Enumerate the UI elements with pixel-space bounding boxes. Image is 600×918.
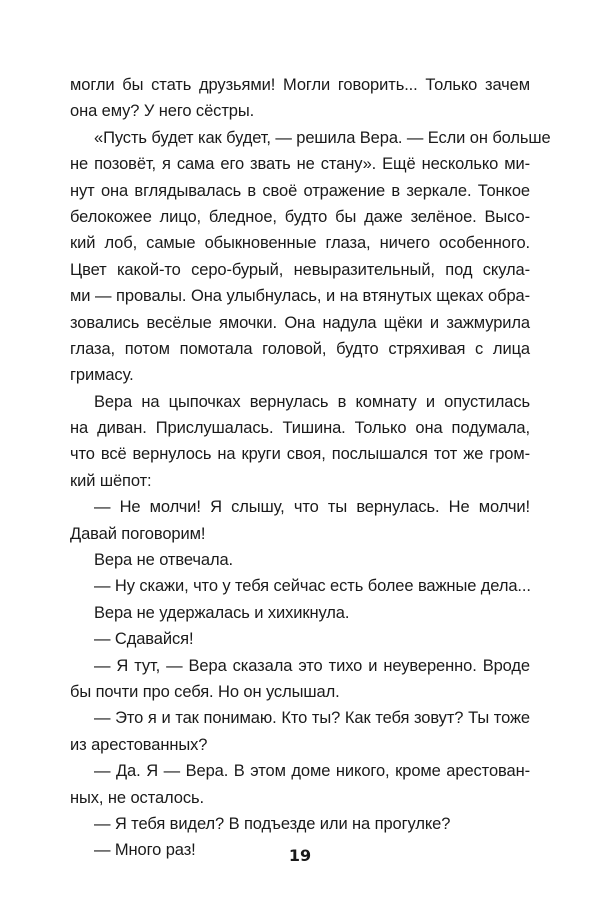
text-line: бы почти про себя. Но он услышал. bbox=[70, 682, 340, 701]
text-line: Вера не отвечала. bbox=[94, 551, 234, 570]
text-line: — Это я и так понимаю. Кто ты? Как тебя зовут? Ты тоже bbox=[94, 709, 530, 728]
text-line: она ему? У него сёстры. bbox=[70, 102, 255, 121]
text-line: Вера на цыпочках вернулась в комнату и опустилась bbox=[94, 392, 530, 411]
text-line: из арестованных? bbox=[70, 735, 208, 754]
text-line: зовались весёлые ямочки. Она надула щёки и зажмурила bbox=[70, 313, 530, 332]
text-line: Вера не удержалась и хихикнула. bbox=[94, 603, 350, 622]
text-line: — Я тут, — Вера сказала это тихо и неуверенно. Вроде bbox=[94, 656, 530, 675]
text-line: на диван. Прислушалась. Тишина. Только она подумала, bbox=[70, 419, 530, 438]
text-line: — Я тебя видел? В подъезде или на прогулке? bbox=[94, 814, 451, 833]
page-number: 19 bbox=[288, 846, 312, 865]
text-line: кий шёпот: bbox=[70, 471, 152, 490]
text-line: — Не молчи! Я слышу, что ты вернулась. Не молчи! bbox=[94, 498, 530, 517]
text-line: что всё вернулось на круги своя, послышался тот же гром- bbox=[70, 445, 530, 464]
text-line: кий лоб, самые обыкновенные глаза, ничего особенного. bbox=[70, 234, 530, 253]
text-line: — Много раз! bbox=[94, 841, 196, 860]
text-line: Цвет какой-то серо-бурый, невыразительный, под скула- bbox=[70, 260, 530, 279]
text-line: нут она вглядывалась в своё отражение в зеркале. Тонкое bbox=[70, 181, 530, 200]
text-line: ных, не осталось. bbox=[70, 788, 204, 807]
text-line: «Пусть будет как будет, — решила Вера. — Если он больше bbox=[94, 128, 551, 147]
text-line: ми — провалы. Она улыбнулась, и на втянутых щеках обра- bbox=[70, 287, 530, 306]
text-line: могли бы стать друзьями! Могли говорить... Только зачем bbox=[70, 76, 530, 94]
text-line: — Сдавайся! bbox=[94, 630, 194, 649]
text-line: глаза, потом помотала головой, будто стряхивая с лица bbox=[70, 339, 530, 358]
text-line: — Ну скажи, что у тебя сейчас есть более важные дела... bbox=[94, 577, 531, 596]
text-line: не позовёт, я сама его звать не стану». Ещё несколько ми- bbox=[70, 155, 530, 174]
text-line: гримасу. bbox=[70, 366, 134, 385]
text-line: Давай поговорим! bbox=[70, 524, 206, 543]
page-text bbox=[70, 72, 551, 864]
text-line: белокожее лицо, бледное, будто бы даже зелёное. Высо- bbox=[70, 207, 530, 226]
text-line: — Да. Я — Вера. В этом доме никого, кроме арестован- bbox=[94, 762, 530, 781]
